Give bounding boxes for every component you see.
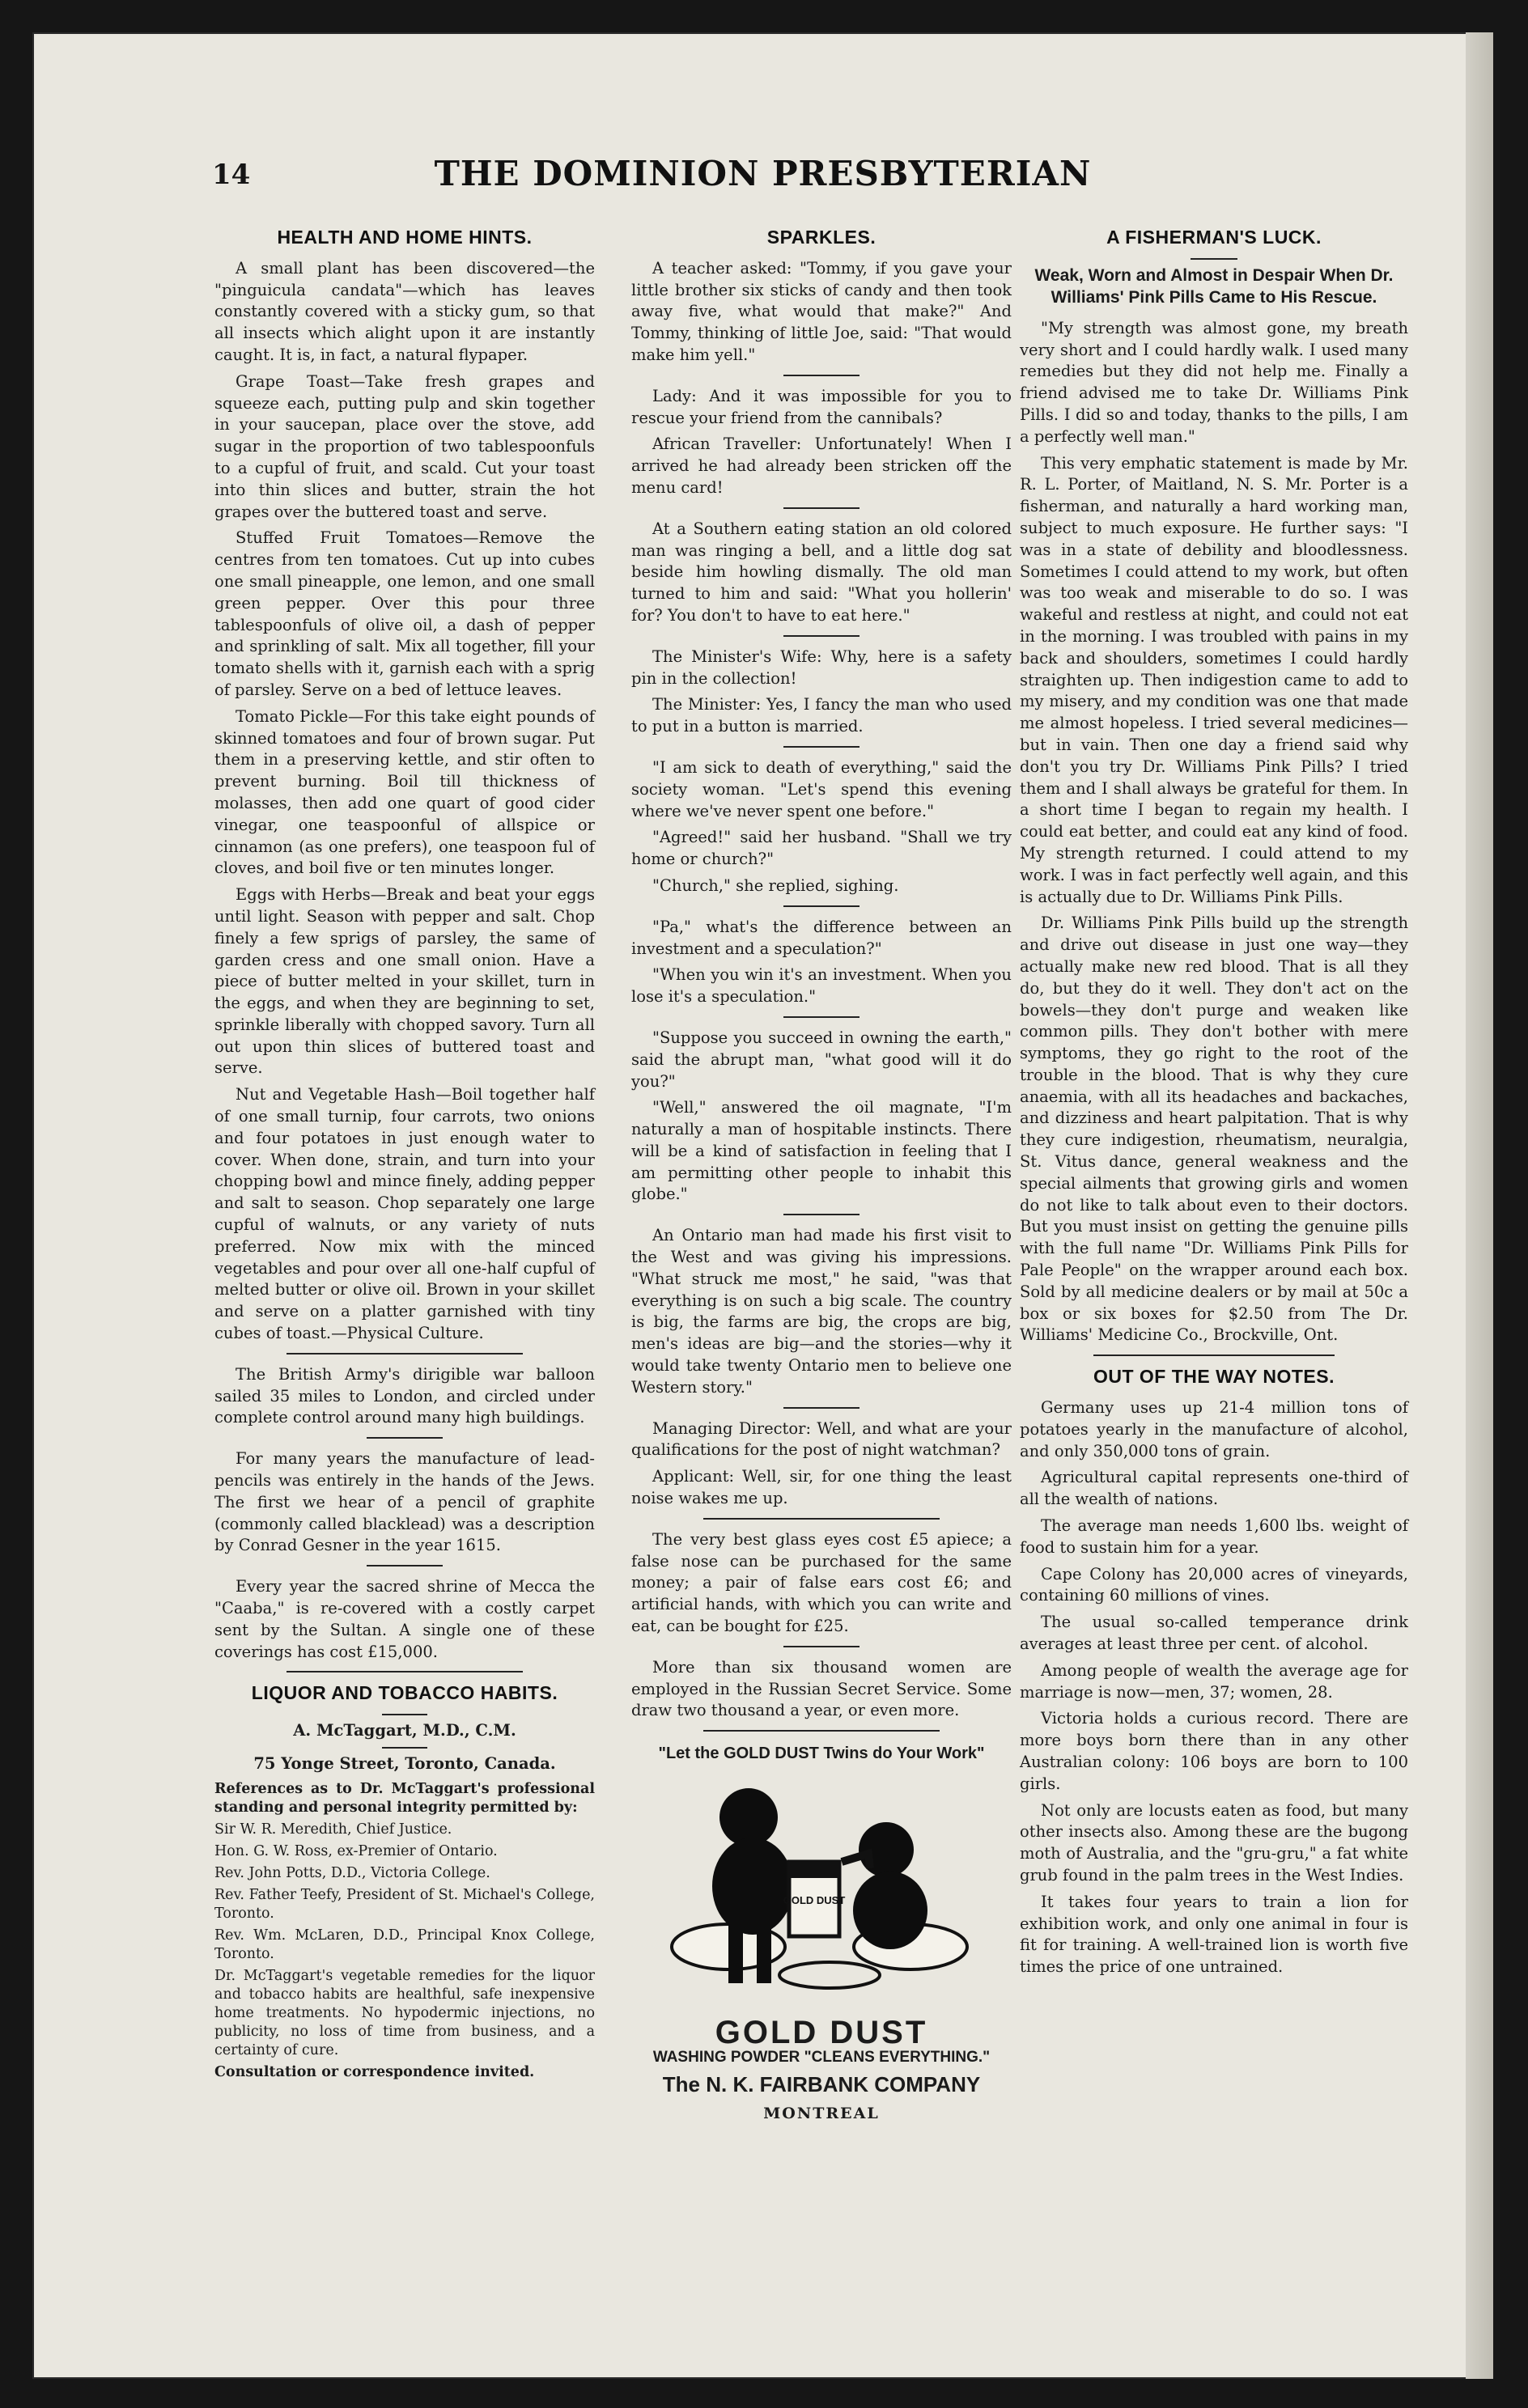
divider <box>382 1747 427 1749</box>
sparkle-item: The Minister: Yes, I fancy the man who used to put in a button is married. <box>631 695 1012 736</box>
divider <box>783 375 860 376</box>
note-item: Not only are locusts eaten as food, but many other insects also. Among these are the bugong moth of Australia, and the "gru-gru," a fat white grub found in the palm trees in the West Indies. <box>1020 1800 1408 1884</box>
fisherman-para: Dr. Williams Pink Pills build up the strength and drive out disease in just one way—they actually make new red blood. That is all they do, but they do it well. They don't act on the bowels—they don't purge and weaken like common pills. They don't bother with mere symptoms, they go right to the root of the trouble in the blood. That is why they cure anaemia, with all its headaches and backaches, and dizziness and heart palpitation. That is why they cure indigestion, rheumatism, neuralgia, St. Vitus dance, general weakness and the special ailments that growing girls and women do not like to talk about even to their doctors. But you must insist on getting the genuine pills with the full name "Dr. Williams Pink Pills for Pale People" on the wrapper around each box. Sold by all medicine dealers or by mail at 50c a box or six boxes for $2.50 from The Dr. Williams' Medicine Co., Brockville, Ont. <box>1020 914 1408 1345</box>
sparkle-item: An Ontario man had made his first visit to the West and was giving his impressions. "What struck me most," he said, "was that everything is on such a big scale. The country is big, the farms are big, the crops are big, men's ideas are big—and the stories—why it would take twenty Ontario men to believe one Western story." <box>631 1226 1012 1397</box>
column-right <box>1020 227 1408 1983</box>
divider <box>783 507 860 509</box>
divider <box>1093 1354 1335 1356</box>
notes-heading: OUT OF THE WAY NOTES. <box>1093 1366 1335 1388</box>
reference-item: Rev. Father Teefy, President of St. Michael's College, Toronto. <box>214 1886 595 1922</box>
newspaper-title: THE DOMINION PRESBYTERIAN <box>434 154 1092 193</box>
sparkle-item: "I am sick to death of everything," said the society woman. "Let's spend this evening where we've never spent one before." <box>631 757 1012 820</box>
page-header <box>32 154 1493 199</box>
note-item: Agricultural capital represents one-third of all the wealth of nations. <box>1020 1468 1408 1509</box>
divider <box>286 1353 522 1354</box>
divider <box>783 1016 860 1018</box>
sparkle-item: The Minister's Wife: Why, here is a safety pin in the collection! <box>631 647 1012 688</box>
divider <box>783 746 860 748</box>
army-balloon-item: The British Army's dirigible war balloon sailed 35 miles to London, and circled under complete control around many high buildings. <box>214 1364 595 1427</box>
sparkle-item: "Pa," what's the difference between an investment and a speculation?" <box>631 917 1012 958</box>
health-heading: HEALTH AND HOME HINTS. <box>277 227 533 248</box>
ad-slogan: "Let the GOLD DUST Twins do Your Work" <box>658 1745 985 1763</box>
ad-box-label: GOLD DUST <box>783 1894 846 1907</box>
note-item: Among people of wealth the average age for marriage is now—men, 37; women, 28. <box>1020 1660 1408 1702</box>
sparkle-item: Applicant: Well, sir, for one thing the least noise wakes me up. <box>631 1467 1012 1508</box>
fisherman-subhead: Weak, Worn and Almost in Despair When Dr. Williams' Pink Pills Came to His Rescue. <box>1034 265 1394 307</box>
gold-dust-twins-illustration <box>668 1773 975 2016</box>
fisherman-para: This very emphatic statement is made by Mr. R. L. Porter, of Maitland, N. S. Mr. Porter is a fisherman, and naturally a hard working man, subject to much exposure. He further says: "I was in a state of debility and bloodlessness. Sometimes I could attend to my work, but often was too weak and miserable to do so. I was wakeful and restless at night, and could not eat in the morning. I was troubled with pains in my back and shoulders, sometimes I could hardly straighten up. Then indigestion came to add to my misery, and my condition was one that made me almost hopeless. I tried several medicines—but in vain. Then one day a friend said why don't you try Dr. Williams Pink Pills? I tried them and I shall always be grateful for them. In a short time I began to regain my health. I could eat better, and could eat any kind of food. My strength returned. I could attend to my work. I was in fact perfectly well again, and this is actually due to Dr. Williams Pink Pills. <box>1020 453 1408 906</box>
mecca-item: Every year the sacred shrine of Mecca the "Caaba," is re-covered with a costly carpet sent by the Sultan. A single one of these coverings has cost £15,000. <box>214 1577 595 1661</box>
health-para: Eggs with Herbs—Break and beat your eggs until light. Season with pepper and salt. Chop finely a few sprigs of parsley, the same of garden cress and one small onion. Have a piece of butter melted in your skillet, turn in the eggs, and when they are beginning to set, sprinkle liberally with chopped savory. Turn all out upon thin slices of buttered toast and serve. <box>214 885 595 1078</box>
sparkle-item: "Suppose you succeed in owning the earth," said the abrupt man, "what good will it do you?" <box>631 1028 1012 1091</box>
divider <box>382 1714 427 1715</box>
note-item: It takes four years to train a lion for exhibition work, and only one animal in four is fit for training. A well-trained lion is worth five times the price of one untrained. <box>1020 1892 1408 1977</box>
divider <box>703 1730 939 1732</box>
sparkle-item: "When you win it's an investment. When you lose it's a speculation." <box>631 965 1012 1007</box>
reference-item: Rev. John Potts, D.D., Victoria College. <box>214 1864 490 1881</box>
divider <box>286 1671 522 1672</box>
divider <box>703 1518 939 1520</box>
sparkle-item: African Traveller: Unfortunately! When I arrived he had already been stricken off the menu card! <box>631 435 1012 497</box>
ad-brand: GOLD DUST <box>715 2015 928 2051</box>
divider <box>367 1565 443 1566</box>
newspaper-page <box>32 32 1493 2379</box>
sparkle-item: At a Southern eating station an old colored man was ringing a bell, and a little dog sat beside him howling dismally. The old man turned to him and said: "What you hollerin' for? You don't to have to eat here." <box>631 519 1012 625</box>
sparkle-item: A teacher asked: "Tommy, if you gave your little brother six sticks of candy and then took away five, what would that make?" And Tommy, thinking of little Joe, said: "That would make him yell." <box>631 258 1012 364</box>
note-item: Cape Colony has 20,000 acres of vineyards, containing 60 millions of vines. <box>1020 1564 1408 1605</box>
pencils-item: For many years the manufacture of lead-pencils was entirely in the hands of the Jews. The first we hear of a pencil of graphite (commonly called blacklead) was a description by Conrad Gesner in the year 1615. <box>214 1449 595 1555</box>
sparkle-item: Lady: And it was impossible for you to rescue your friend from the cannibals? <box>631 386 1012 427</box>
remedies-text: Dr. McTaggart's vegetable remedies for the liquor and tobacco habits are healthful, safe inexpensive home treatments. No hypodermic injections, no publicity, no loss of time from business, and a certainty of cure. <box>214 1967 595 2058</box>
sparkle-item: More than six thousand women are employed in the Russian Secret Service. Some draw two thousand a year, or even more. <box>631 1657 1012 1720</box>
divider <box>783 635 860 637</box>
ad-company: The N. K. FAIRBANK COMPANY <box>662 2071 981 2096</box>
references-intro: References as to Dr. McTaggart's professional standing and personal integrity permitted by: <box>214 1780 595 1816</box>
divider <box>367 1437 443 1439</box>
health-para: Tomato Pickle—For this take eight pounds of skinned tomatoes and four of brown sugar. Put them in a preserving kettle, and stir often to prevent burning. Boil till thickness of molasses, then add one quart of good cider vinegar, one teaspoonful of allspice or cinnamon (as one prefers), one teaspoon ful of cloves, and boil five or ten minutes longer. <box>214 706 595 878</box>
divider <box>783 1407 860 1409</box>
column-left <box>214 227 595 2085</box>
divider <box>1191 258 1237 260</box>
doctor-name: A. McTaggart, M.D., C.M. <box>293 1721 516 1740</box>
reference-item: Hon. G. W. Ross, ex-Premier of Ontario. <box>214 1842 498 1859</box>
note-item: The usual so-called temperance drink averages at least three per cent. of alcohol. <box>1020 1613 1408 1654</box>
reference-item: Sir W. R. Meredith, Chief Justice. <box>214 1821 452 1838</box>
liquor-ad-body <box>214 1780 595 2082</box>
ad-tagline: WASHING POWDER "CLEANS EVERYTHING." <box>652 2048 991 2066</box>
column-middle <box>631 227 1012 2125</box>
note-item: Victoria holds a curious record. There are more boys born there than in any other Australian colony: 106 boys are born to 100 girls. <box>1020 1709 1408 1793</box>
sparkle-item: Managing Director: Well, and what are your qualifications for the post of night watchman? <box>631 1418 1012 1460</box>
health-para: Nut and Vegetable Hash—Boil together half of one small turnip, four carrots, two onions and four potatoes in just enough water to cover. When done, strain, and turn into your chopping bowl and mince finely, adding pepper and salt to season. Chop separately one large cupful of walnuts, or any variety of nuts preferred. Now mix with the minced vegetables and pour over all one-half cupful of melted butter or olive oil. Brown in your skillet and serve on a platter garnished with tiny cubes of toast.—Physical Culture. <box>214 1085 595 1343</box>
sparkle-item: "Church," she replied, sighing. <box>652 875 899 895</box>
divider <box>783 1214 860 1215</box>
consultation-text: Consultation or correspondence invited. <box>214 2063 535 2080</box>
divider <box>783 905 860 907</box>
ad-city: MONTREAL <box>763 2105 880 2123</box>
sparkle-item: The very best glass eyes cost £5 apiece; a false nose can be purchased for the same money; a pair of false ears cost £6; and artificial hands, with which you can write and eat, can be bought for £25. <box>631 1529 1012 1636</box>
sparkle-item: "Agreed!" said her husband. "Shall we try home or church?" <box>631 828 1012 869</box>
fisherman-heading: A FISHERMAN'S LUCK. <box>1106 227 1322 248</box>
divider <box>783 1646 860 1647</box>
reference-item: Rev. Wm. McLaren, D.D., Principal Knox College, Toronto. <box>214 1927 595 1962</box>
gold-dust-advertisement <box>631 1743 1012 2125</box>
health-para: Grape Toast—Take fresh grapes and squeeze each, putting pulp and skin together in your saucepan, place over the stove, add sugar in the proportion of two tablespoonfuls to a cupful of fruit, and scald. Cut your toast into thin slices and butter, strain the hot grapes over the buttered toast and serve. <box>214 371 595 521</box>
sparkles-heading: SPARKLES. <box>766 227 876 248</box>
health-para: A small plant has been discovered—the "pinguicula candata"—which has leaves constantly covered with a sticky gum, so that all insects which alight upon it are instantly caught. It is, in fact, a natural flypaper. <box>214 258 595 364</box>
note-item: The average man needs 1,600 lbs. weight of food to sustain him for a year. <box>1020 1516 1408 1557</box>
doctor-address: 75 Yonge Street, Toronto, Canada. <box>253 1754 556 1773</box>
fisherman-para: "My strength was almost gone, my breath very short and I could hardly walk. I used many remedies but they did not help me. Finally a friend advised me to take Dr. Williams Pink Pills. I did so and today, thanks to the pills, I am a perfectly well man." <box>1020 318 1408 446</box>
note-item: Germany uses up 21-4 million tons of potatoes yearly in the manufacture of alcohol, and only 350,000 tons of grain. <box>1020 1398 1408 1460</box>
page-number: 14 <box>212 159 251 191</box>
liquor-heading: LIQUOR AND TOBACCO HABITS. <box>251 1682 558 1704</box>
health-para: Stuffed Fruit Tomatoes—Remove the centres from ten tomatoes. Cut up into cubes one small pineapple, one lemon, and one small green pepper. Over this pour three tablespoonfuls of olive oil, a dash of pepper and sprinkling of salt. Mix all together, fill your tomato shells with it, garnish each with a sprig of parsley. Serve on a bed of lettuce leaves. <box>214 528 595 699</box>
sparkle-item: "Well," answered the oil magnate, "I'm naturally a man of hospitable instincts. There will be a kind of satisfaction in feeling that I am permitting other people to inhabit this globe." <box>631 1098 1012 1204</box>
